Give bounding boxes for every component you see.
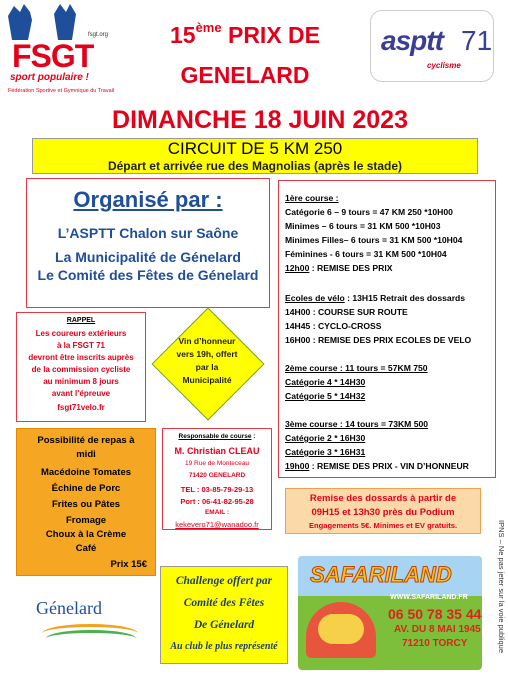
rappel-line: Les coureurs extérieurs bbox=[35, 329, 127, 338]
contact-heading-label: Responsable de course bbox=[178, 433, 252, 440]
fsgt-subtitle: Fédération Sportive et Gymnique du Travail bbox=[8, 88, 115, 94]
course3-line: Catégorie 2 * 16H30 bbox=[285, 433, 366, 443]
ecoles-title-label: Ecoles de vélo bbox=[285, 293, 345, 303]
contact-heading bbox=[163, 433, 271, 440]
asptt-logo bbox=[370, 10, 494, 82]
swoosh-green bbox=[46, 630, 136, 647]
asptt-sub: cyclisme bbox=[427, 61, 461, 70]
contact-name: M. Christian CLEAU bbox=[174, 446, 260, 456]
course3-prix-time: 19h00 bbox=[285, 461, 310, 471]
challenge-line: Au club le plus représenté bbox=[170, 641, 278, 652]
course1-line: Féminines - 6 tours = 31 KM 500 *10H04 bbox=[285, 249, 447, 259]
safariland-ad bbox=[298, 556, 482, 670]
contact-email-link[interactable]: kekevero71@wanadoo.fr bbox=[175, 520, 259, 529]
safariland-address: AV. DU 8 MAI 1945 bbox=[394, 624, 481, 635]
challenge-line: Comité des Fêtes bbox=[183, 597, 265, 609]
repas-box bbox=[16, 428, 156, 576]
fsgt-tagline: sport populaire ! bbox=[10, 72, 89, 83]
course1-line: Catégorie 6 – 9 tours = 47 KM 250 *10H00 bbox=[285, 207, 453, 217]
ipns-text: IPNS – Ne pas jeter sur la voie publique bbox=[497, 520, 506, 653]
vin-line: par la bbox=[195, 362, 219, 372]
rappel-line: devront être inscrits auprès bbox=[28, 353, 134, 362]
organizer-line: La Municipalité de Génelard bbox=[55, 249, 241, 265]
course2-title: 2ème course : 11 tours = 57KM 750 bbox=[285, 363, 428, 373]
menu-item: Macédoine Tomates bbox=[40, 467, 132, 478]
genelard-wordmark: Génelard bbox=[36, 598, 102, 618]
challenge-line: Challenge offert par bbox=[175, 575, 273, 587]
organizer-box bbox=[26, 178, 270, 308]
circuit-subtitle: Départ et arrivée rue des Magnolias (après le stade) bbox=[107, 159, 403, 173]
contact-address: 19 Rue de Monteceau bbox=[185, 460, 249, 467]
menu-item: Fromage bbox=[65, 515, 107, 526]
contact-email-label: EMAIL : bbox=[204, 509, 230, 516]
course1-line: Minimes – 6 tours = 31 KM 500 *10H03 bbox=[285, 221, 441, 231]
safariland-wordmark: SAFARILAND bbox=[310, 562, 452, 587]
course1-title: 1ère course : bbox=[285, 193, 339, 203]
ecoles-title-rest: : 13H15 Retrait des dossards bbox=[344, 293, 466, 303]
rappel-line: de la commission cycliste bbox=[31, 365, 131, 374]
contact-heading-colon: : bbox=[251, 433, 256, 440]
rappel-title: RAPPEL bbox=[66, 317, 96, 324]
menu-item: Échine de Porc bbox=[51, 483, 121, 494]
course1-prix-time: 12h00 bbox=[285, 263, 310, 273]
circuit-title: CIRCUIT DE 5 KM 250 bbox=[167, 139, 343, 158]
vin-honneur-badge bbox=[147, 303, 267, 423]
repas-price: Prix 15€ bbox=[110, 559, 147, 570]
organizer-line: L’ASPTT Chalon sur Saône bbox=[57, 225, 239, 241]
asptt-wordmark: asptt bbox=[381, 25, 443, 56]
course3-prix bbox=[285, 461, 469, 471]
dossards-line: 09H15 et 13h30 près du Podium bbox=[311, 507, 455, 518]
course1-prix bbox=[285, 263, 392, 273]
ecoles-title bbox=[285, 293, 465, 303]
genelard-logo bbox=[36, 594, 146, 654]
event-date: DIMANCHE 18 JUIN 2023 bbox=[112, 106, 408, 134]
dossards-box bbox=[285, 488, 481, 534]
rappel-link: fsgt71velo.fr bbox=[57, 403, 105, 412]
vin-line: vers 19h, offert bbox=[176, 349, 238, 359]
repas-title: Possibilité de repas à bbox=[37, 435, 135, 446]
challenge-box bbox=[160, 566, 288, 664]
ecoles-line: 14H45 : CYCLO-CROSS bbox=[285, 321, 382, 331]
circuit-band bbox=[32, 138, 478, 174]
fsgt-wordmark: FSGT bbox=[12, 38, 94, 74]
safariland-phone: 06 50 78 35 44 bbox=[388, 606, 482, 622]
safariland-url: WWW.SAFARILAND.FR bbox=[390, 594, 468, 601]
event-title-line1 bbox=[130, 22, 360, 49]
menu-item: Frites ou Pâtes bbox=[51, 499, 121, 510]
ecoles-line: 16H00 : REMISE DES PRIX ECOLES DE VELO bbox=[285, 335, 472, 345]
ride-illustration bbox=[318, 614, 364, 644]
menu-item: Café bbox=[75, 543, 97, 554]
title-prix: PRIX DE bbox=[221, 22, 321, 48]
rappel-line: au minimum 8 jours bbox=[43, 377, 119, 386]
course2-line: Catégorie 4 * 14H30 bbox=[285, 377, 366, 387]
vin-line: Vin d’honneur bbox=[178, 336, 236, 346]
vin-line: Municipalité bbox=[182, 375, 232, 385]
title-superscript: ème bbox=[195, 20, 222, 35]
asptt-number: 71 bbox=[461, 25, 493, 56]
dossards-line: Remise des dossards à partir de bbox=[309, 493, 457, 504]
repas-title: midi bbox=[76, 449, 96, 460]
course1-prix-label: : REMISE DES PRIX bbox=[309, 263, 393, 273]
course2-line: Catégorie 5 * 14H32 bbox=[285, 391, 366, 401]
course3-prix-label: : REMISE DES PRIX - VIN D’HONNEUR bbox=[309, 461, 469, 471]
course3-line: Catégorie 3 * 16H31 bbox=[285, 447, 366, 457]
contact-box bbox=[162, 428, 272, 530]
organizer-line: Le Comité des Fêtes de Génelard bbox=[37, 267, 259, 283]
safariland-city: 71210 TORCY bbox=[402, 638, 468, 649]
rappel-line: avant l’épreuve bbox=[51, 389, 111, 398]
contact-address: 71420 GENELARD bbox=[188, 472, 246, 479]
fsgt-logo bbox=[2, 2, 115, 100]
title-number: 15 bbox=[169, 22, 196, 48]
fsgt-url: fsgt.org bbox=[88, 32, 109, 38]
ecoles-line: 14H00 : COURSE SUR ROUTE bbox=[285, 307, 408, 317]
schedule-box bbox=[278, 180, 496, 478]
dossards-line: Engagements 5€. Minimes et EV gratuits. bbox=[308, 521, 458, 530]
challenge-line: De Génelard bbox=[193, 619, 255, 631]
rappel-line: à la FSGT 71 bbox=[56, 341, 106, 350]
ipns-notice bbox=[494, 520, 508, 690]
rappel-box bbox=[16, 312, 146, 422]
contact-port: Port : 06-41-82-95-28 bbox=[180, 497, 254, 506]
event-title-line2: GENELARD bbox=[180, 62, 310, 88]
contact-tel: TEL : 03-85-79-29-13 bbox=[180, 485, 254, 494]
menu-item: Choux à la Crème bbox=[45, 529, 127, 540]
organizer-heading: Organisé par : bbox=[73, 187, 223, 212]
course3-title: 3ème course : 14 tours = 73KM 500 bbox=[285, 419, 429, 429]
course1-line: Minimes Filles– 6 tours = 31 KM 500 *10H04 bbox=[285, 235, 463, 245]
